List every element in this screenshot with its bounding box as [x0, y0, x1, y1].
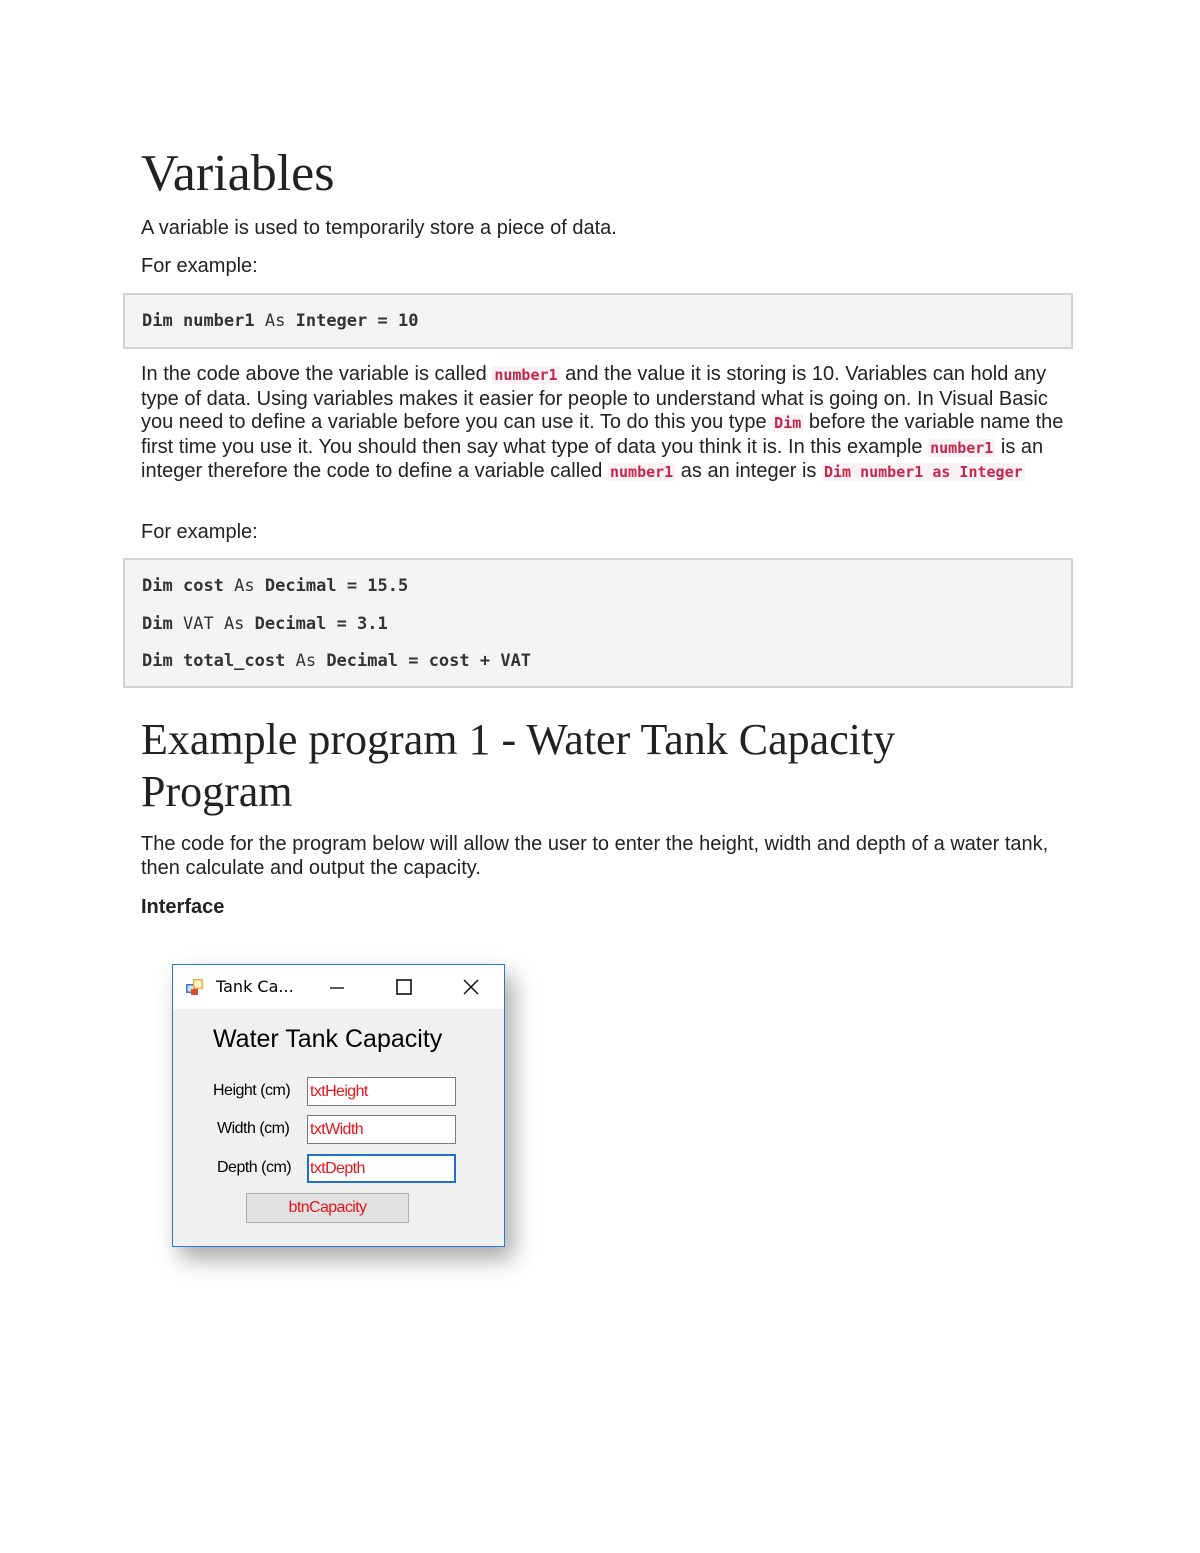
- depth-label: Depth (cm): [217, 1159, 292, 1176]
- code-type: Integer: [295, 311, 368, 331]
- form-title: Water Tank Capacity: [213, 1025, 443, 1053]
- inline-code: Dim number1 as Integer: [823, 463, 1023, 481]
- minimize-icon: [319, 971, 355, 1003]
- maximize-icon: [386, 971, 422, 1003]
- window-titlebar[interactable]: [173, 965, 504, 1009]
- interface-label: Interface: [141, 896, 225, 918]
- code-line: Dim cost As Decimal = 15.5: [142, 576, 409, 596]
- inline-code: Dim: [774, 414, 802, 432]
- code-variable: number1: [182, 311, 255, 331]
- app-form-icon: [186, 978, 204, 996]
- code-keyword: As: [264, 311, 286, 331]
- inline-code: number1: [609, 463, 674, 481]
- height-label: Height (cm): [213, 1082, 291, 1099]
- for-example-label-1: For example:: [141, 255, 258, 277]
- height-textbox[interactable]: txtHeight: [307, 1077, 456, 1106]
- heading-variables: Variables: [141, 145, 335, 202]
- depth-textbox[interactable]: txtDepth: [307, 1154, 456, 1183]
- app-window: [172, 964, 505, 1247]
- close-button[interactable]: [453, 971, 489, 1003]
- intro-paragraph: A variable is used to temporarily store a piece of data.: [141, 217, 617, 239]
- maximize-button[interactable]: [386, 971, 422, 1003]
- width-label: Width (cm): [217, 1120, 290, 1137]
- code-block-1: [123, 293, 1073, 349]
- code-keyword: Dim: [142, 311, 173, 331]
- code-line: [142, 311, 418, 331]
- program-description: The code for the program below will allow the user to enter the height, width and depth of a water tank, then calculate and output the capacity.: [141, 833, 1049, 879]
- inline-code: number1: [930, 438, 994, 457]
- capacity-button[interactable]: btnCapacity: [246, 1193, 409, 1223]
- minimize-button[interactable]: [319, 971, 355, 1003]
- code-line: Dim total_cost As Decimal = cost + VAT: [142, 651, 532, 671]
- code-block-2: [123, 558, 1073, 688]
- heading-example-program: Example program 1 - Water Tank Capacity Program: [141, 715, 896, 816]
- width-textbox[interactable]: txtWidth: [307, 1115, 456, 1144]
- explanation-paragraph: In the code above the variable is called number1 and the value it is storing is 10. Variables can hold any type of data. Using variables makes it easier for people to understand what is going on. In Visual Basic you need to define a variable before you can use it. To do this you type Dim before the variable name the first time you use it. You should then say what type of data you think it is. In this example number1 is an integer therefore the code to define a variable called number1 as an integer is Dim number1 as Integer: [141, 363, 1064, 482]
- code-line: Dim VAT As Decimal = 3.1: [142, 614, 388, 634]
- close-icon: [453, 971, 489, 1003]
- window-title: Tank Ca...: [216, 977, 294, 996]
- inline-code: number1: [494, 366, 558, 384]
- code-value: = 10: [377, 311, 419, 331]
- for-example-label-2: For example:: [141, 521, 258, 543]
